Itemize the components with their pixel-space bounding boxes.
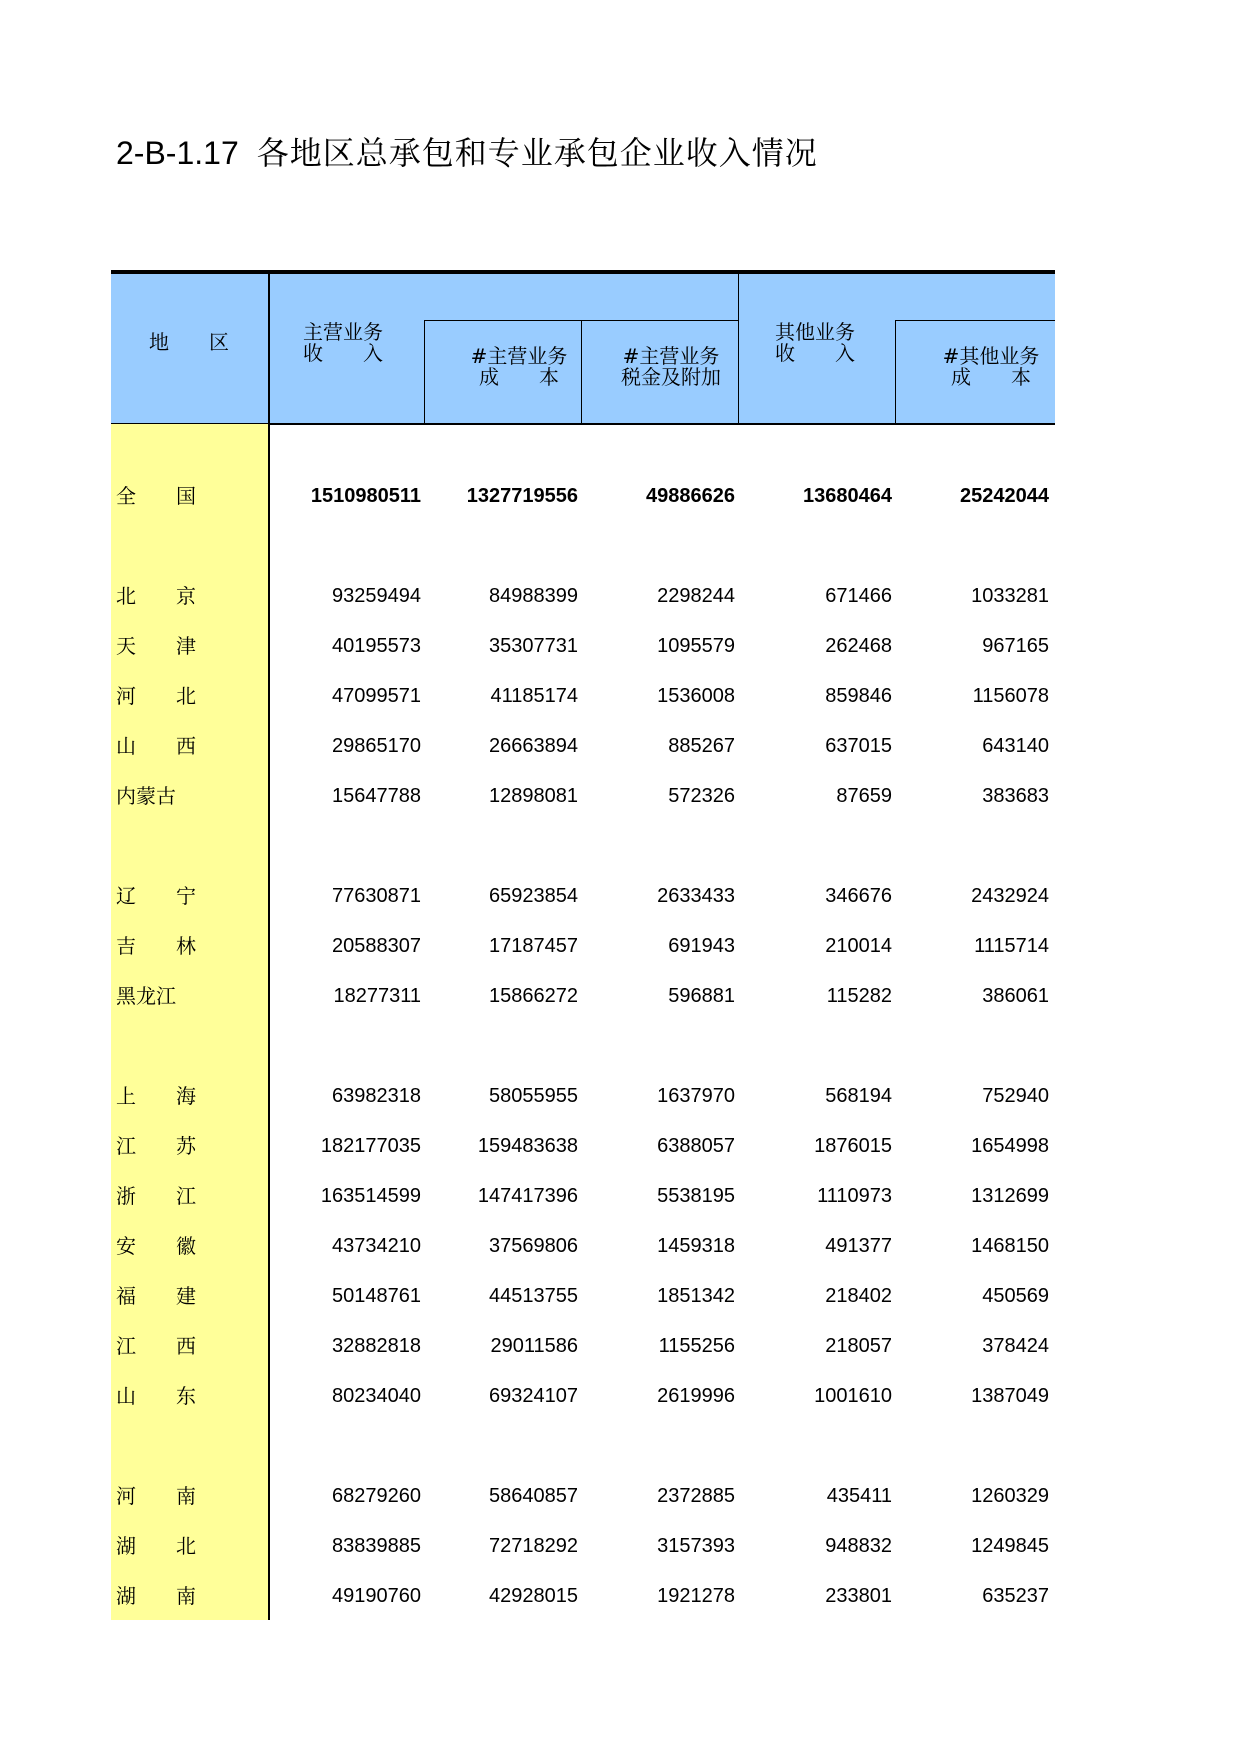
cell-value: 671466: [825, 585, 892, 607]
cell-value: 643140: [982, 735, 1049, 757]
header-subline: [895, 320, 1055, 321]
cell-value: 44513755: [489, 1285, 578, 1307]
table-row: [111, 981, 1055, 1011]
cell-value: 1033281: [971, 585, 1049, 607]
table-row: [111, 681, 1055, 711]
cell-value: 58055955: [489, 1085, 578, 1107]
cell-value: 691943: [668, 935, 735, 957]
region-name: 全 国: [116, 484, 196, 508]
cell-value: 58640857: [489, 1485, 578, 1507]
cell-value: 80234040: [332, 1385, 421, 1407]
cell-value: 25242044: [960, 485, 1049, 507]
cell-value: 1876015: [814, 1135, 892, 1157]
region-name: 辽 宁: [116, 884, 196, 908]
header-divider: [581, 320, 582, 424]
cell-value: 596881: [668, 985, 735, 1007]
cell-value: 2298244: [657, 585, 735, 607]
cell-value: 1654998: [971, 1135, 1049, 1157]
cell-value: 885267: [668, 735, 735, 757]
cell-value: 163514599: [320, 1185, 421, 1207]
cell-value: 17187457: [489, 935, 578, 957]
cell-value: 262468: [825, 635, 892, 657]
cell-value: 1459318: [657, 1235, 735, 1257]
cell-value: 572326: [668, 785, 735, 807]
cell-value: 1851342: [657, 1285, 735, 1307]
cell-value: 3157393: [657, 1535, 735, 1557]
cell-value: 1156078: [972, 685, 1049, 707]
cell-value: 18277311: [333, 985, 421, 1007]
region-name: 福 建: [116, 1284, 196, 1308]
cell-value: 13680464: [803, 485, 892, 507]
region-name: 黑 龙 江: [116, 984, 176, 1008]
table-row: [111, 931, 1055, 961]
cell-value: 26663894: [489, 735, 578, 757]
cell-value: 859846: [825, 685, 892, 707]
header-other-income: 其他业务 收 入: [775, 320, 855, 365]
table-row: [111, 581, 1055, 611]
cell-value: 5538195: [657, 1185, 735, 1207]
cell-value: 435411: [826, 1485, 892, 1507]
cell-value: 159483638: [477, 1135, 578, 1157]
cell-value: 6388057: [657, 1135, 735, 1157]
table-row: [111, 1331, 1055, 1361]
header-divider: [738, 274, 739, 424]
cell-value: 1110973: [817, 1185, 892, 1207]
cell-value: 93259494: [332, 585, 421, 607]
cell-value: 43734210: [332, 1235, 421, 1257]
cell-value: 50148761: [332, 1285, 421, 1307]
cell-value: 637015: [825, 735, 892, 757]
cell-value: 20588307: [332, 935, 421, 957]
region-name: 吉 林: [116, 934, 196, 958]
cell-value: 1155256: [658, 1335, 735, 1357]
cell-value: 115282: [826, 985, 892, 1007]
cell-value: 147417396: [477, 1185, 578, 1207]
cell-value: 1637970: [657, 1085, 735, 1107]
table-row: [111, 1531, 1055, 1561]
cell-value: 752940: [982, 1085, 1049, 1107]
cell-value: 346676: [825, 885, 892, 907]
table-row: [111, 881, 1055, 911]
table-row-total: [111, 481, 1055, 511]
region-name: 内 蒙 古: [116, 784, 176, 808]
header-region: 地 区: [149, 330, 229, 354]
cell-value: 29011586: [490, 1335, 578, 1357]
cell-value: 2372885: [657, 1485, 735, 1507]
cell-value: 15866272: [489, 985, 578, 1007]
table-row: [111, 1181, 1055, 1211]
cell-value: 1001610: [814, 1385, 892, 1407]
cell-value: 1510980511: [310, 485, 421, 507]
cell-value: 1536008: [657, 685, 735, 707]
cell-value: 29865170: [332, 735, 421, 757]
cell-value: 1312699: [971, 1185, 1049, 1207]
region-name: 浙 江: [116, 1184, 196, 1208]
table-header: [111, 274, 1055, 424]
table-code: 2-B-1.17: [116, 135, 239, 171]
cell-value: 65923854: [489, 885, 578, 907]
cell-value: 2633433: [657, 885, 735, 907]
table-row: [111, 1081, 1055, 1111]
cell-value: 218402: [825, 1285, 892, 1307]
cell-value: 218057: [825, 1335, 892, 1357]
cell-value: 40195573: [332, 635, 421, 657]
data-sheet: [111, 270, 1055, 1620]
cell-value: 47099571: [332, 685, 421, 707]
cell-value: 635237: [982, 1585, 1049, 1607]
table-row: [111, 1581, 1055, 1611]
cell-value: 87659: [836, 785, 892, 807]
cell-value: 568194: [825, 1085, 892, 1107]
cell-value: 63982318: [332, 1085, 421, 1107]
cell-value: 491377: [825, 1235, 892, 1257]
region-name: 河 北: [116, 684, 196, 708]
table-row: [111, 1281, 1055, 1311]
cell-value: 37569806: [489, 1235, 578, 1257]
table-row: [111, 1131, 1055, 1161]
cell-value: 450569: [982, 1285, 1049, 1307]
region-name: 山 东: [116, 1384, 196, 1408]
cell-value: 1327719556: [466, 485, 578, 507]
cell-value: 182177035: [320, 1135, 421, 1157]
header-other-cost: #其他业务 成 本: [942, 344, 1040, 389]
cell-value: 967165: [982, 635, 1049, 657]
region-name: 湖 北: [116, 1534, 196, 1558]
cell-value: 72718292: [489, 1535, 578, 1557]
cell-value: 49886626: [646, 485, 735, 507]
region-name: 江 苏: [116, 1134, 196, 1158]
cell-value: 378424: [982, 1335, 1049, 1357]
header-divider: [895, 320, 896, 424]
cell-value: 35307731: [489, 635, 578, 657]
header-subline: [424, 320, 738, 321]
cell-value: 83839885: [332, 1535, 421, 1557]
cell-value: 1921278: [657, 1585, 735, 1607]
table-row: [111, 1481, 1055, 1511]
cell-value: 32882818: [332, 1335, 421, 1357]
cell-value: 948832: [825, 1535, 892, 1557]
cell-value: 84988399: [489, 585, 578, 607]
cell-value: 41185174: [490, 685, 578, 707]
cell-value: 69324107: [489, 1385, 578, 1407]
header-main-income: 主营业务 收 入: [303, 320, 383, 365]
region-name: 天 津: [116, 634, 196, 658]
region-name: 湖 南: [116, 1584, 196, 1608]
cell-value: 233801: [825, 1585, 892, 1607]
cell-value: 12898081: [489, 785, 578, 807]
cell-value: 210014: [825, 935, 892, 957]
table-row: [111, 781, 1055, 811]
region-name: 江 西: [116, 1334, 196, 1358]
cell-value: 386061: [982, 985, 1049, 1007]
table-row: [111, 631, 1055, 661]
cell-value: 49190760: [332, 1585, 421, 1607]
cell-value: 1249845: [971, 1535, 1049, 1557]
region-name: 上 海: [116, 1084, 196, 1108]
cell-value: 1115714: [974, 935, 1049, 957]
cell-value: 42928015: [489, 1585, 578, 1607]
cell-value: 2432924: [971, 885, 1049, 907]
cell-value: 1095579: [657, 635, 735, 657]
table-row: [111, 731, 1055, 761]
table-row: [111, 1231, 1055, 1261]
table-row: [111, 1381, 1055, 1411]
region-name: 山 西: [116, 734, 196, 758]
cell-value: 383683: [982, 785, 1049, 807]
header-main-tax: #主营业务 税金及附加: [621, 344, 721, 389]
cell-value: 15647788: [332, 785, 421, 807]
cell-value: 1468150: [971, 1235, 1049, 1257]
cell-value: 77630871: [332, 885, 421, 907]
region-name: 安 徽: [116, 1234, 196, 1258]
page-title: [116, 128, 818, 174]
cell-value: 2619996: [657, 1385, 735, 1407]
region-name: 北 京: [116, 584, 196, 608]
cell-value: 1387049: [971, 1385, 1049, 1407]
cell-value: 1260329: [971, 1485, 1049, 1507]
cell-value: 68279260: [332, 1485, 421, 1507]
header-divider: [424, 320, 425, 424]
header-main-cost: #主营业务 成 本: [470, 344, 568, 389]
region-name: 河 南: [116, 1484, 196, 1508]
table-title: 各地区总承包和专业承包企业收入情况: [256, 134, 818, 172]
